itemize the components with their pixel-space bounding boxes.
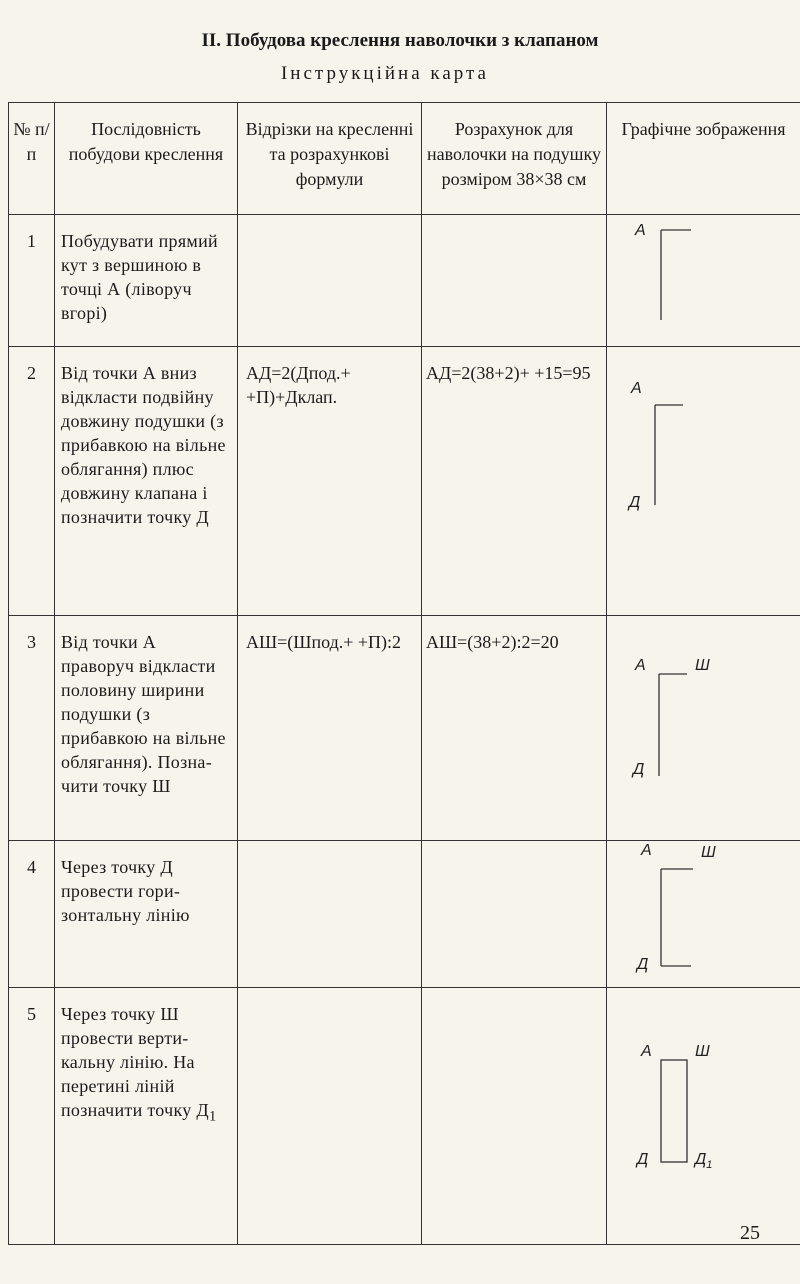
formula-cell [238, 988, 422, 1245]
point-sh-label: Ш [695, 1043, 710, 1060]
calculation-cell: АД=2(38+2)+ +15=95 [422, 347, 607, 616]
step-text [55, 988, 238, 1245]
page-number: 25 [740, 1222, 760, 1244]
point-d-label: Д [633, 761, 645, 778]
drawing-horizontal-line [607, 841, 800, 981]
drawing-right-angle [607, 215, 800, 340]
step-text: Через точку Д провести горизонтальну лінію [55, 841, 238, 988]
point-a-label: А [631, 380, 642, 397]
graphic-cell [607, 347, 800, 616]
row-number: 1 [9, 215, 55, 347]
point-sh-label: Ш [701, 844, 716, 861]
drawing-segment-ad [607, 347, 800, 609]
instruction-card-subtitle: Інструкційна карта [280, 63, 489, 84]
step-text: Побудувати прямий кут з вершиною в точці А (ліворуч вгорі) [55, 215, 238, 347]
step-text-main: Через точку Ш провести вертикальну лінію. На перетині ліній позначити точку Д [61, 1004, 209, 1120]
point-a-label: А [635, 222, 646, 239]
subscript: 1 [208, 1108, 217, 1125]
calculation-cell: АШ=(38+2):2=20 [422, 616, 607, 841]
graphic-cell [607, 215, 800, 347]
formula-cell: АД=2(Дпод.+ +П)+Дклап. [238, 347, 422, 616]
calculation-cell [422, 988, 607, 1245]
calculation-cell [422, 215, 607, 347]
instruction-table [8, 102, 800, 1245]
graphic-cell [607, 841, 800, 988]
row-number: 3 [9, 616, 55, 841]
formula-cell [238, 841, 422, 988]
point-d-label: Д [629, 494, 641, 511]
calculation-cell [422, 841, 607, 988]
header-sequence: Послідовність побудови креслення [55, 103, 238, 215]
row-number: 2 [9, 347, 55, 616]
drawing-rectangle [607, 988, 800, 1238]
table-header-row [9, 103, 800, 215]
point-a-label: А [641, 842, 652, 859]
rectangle-outline [661, 1060, 687, 1162]
point-d-label: Д [637, 1151, 649, 1168]
row-number: 4 [9, 841, 55, 988]
point-a-label: А [635, 657, 646, 674]
formula-cell [238, 215, 422, 347]
header-calculation: Розрахунок для наволочки на подушку розміром 38×38 см [422, 103, 607, 215]
formula-cell: АШ=(Шпод.+ +П):2 [238, 616, 422, 841]
header-number: № п/п [9, 103, 55, 215]
table-row [9, 616, 800, 841]
table-row [9, 841, 800, 988]
drawing-segment-ash [607, 616, 800, 834]
step-text: Від точки А вниз відкласти подвійну довжину подушки (з прибавкою на вільне облягання) плюс довжину клапана і позначити точку Д [55, 347, 238, 616]
table-row [9, 988, 800, 1245]
point-a-label: А [641, 1043, 652, 1060]
step-text: Від точки А праворуч відкласти половину ширини подушки (з прибавкою на вільне облягання). Позначити точку Ш [55, 616, 238, 841]
point-d1-label: $Д_1$ [695, 1151, 713, 1171]
table-row [9, 347, 800, 616]
table-row [9, 215, 800, 347]
graphic-cell [607, 616, 800, 841]
section-title: ІІ. Побудова креслення наволочки з клапаном [201, 30, 599, 51]
point-sh-label: Ш [695, 657, 710, 674]
graphic-cell [607, 988, 800, 1245]
header-formulas: Відрізки на кресленні та розрахункові формули [238, 103, 422, 215]
row-number: 5 [9, 988, 55, 1245]
point-d-label: Д [637, 956, 649, 973]
header-graphic: Графічне зображення [607, 103, 800, 215]
